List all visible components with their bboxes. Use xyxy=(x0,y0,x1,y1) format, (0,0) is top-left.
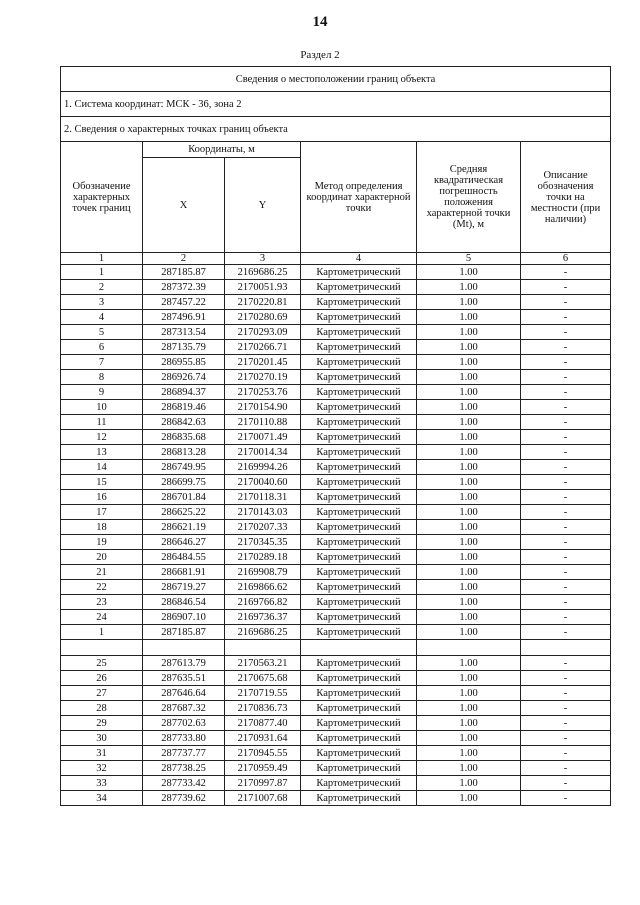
x-coordinate-cell: 287135.79 xyxy=(143,340,225,355)
y-coordinate-cell: 2170201.45 xyxy=(225,355,301,370)
table-row xyxy=(61,400,611,415)
y-coordinate-cell: 2170154.90 xyxy=(225,400,301,415)
description-cell: - xyxy=(521,430,611,445)
accuracy-cell: 1.00 xyxy=(417,580,521,595)
x-coordinate-cell: 287687.32 xyxy=(143,701,225,716)
point-id-cell: 12 xyxy=(61,430,143,445)
description-cell: - xyxy=(521,595,611,610)
point-id-cell: 9 xyxy=(61,385,143,400)
table-row xyxy=(61,761,611,776)
x-coordinate-cell: 287737.77 xyxy=(143,746,225,761)
point-id-cell: 15 xyxy=(61,475,143,490)
method-cell: Картометрический xyxy=(301,535,417,550)
accuracy-cell: 1.00 xyxy=(417,265,521,280)
table-row xyxy=(61,415,611,430)
description-cell: - xyxy=(521,610,611,625)
accuracy-cell: 1.00 xyxy=(417,535,521,550)
description-cell: - xyxy=(521,565,611,580)
accuracy-cell: 1.00 xyxy=(417,610,521,625)
description-cell: - xyxy=(521,445,611,460)
x-coordinate-cell: 286835.68 xyxy=(143,430,225,445)
y-coordinate-cell: 2169736.37 xyxy=(225,610,301,625)
method-cell: Картометрический xyxy=(301,280,417,295)
x-coordinate-cell: 287185.87 xyxy=(143,265,225,280)
method-cell: Картометрический xyxy=(301,610,417,625)
column-number: 2 xyxy=(143,253,225,265)
description-cell: - xyxy=(521,340,611,355)
accuracy-cell: 1.00 xyxy=(417,520,521,535)
y-coordinate-cell xyxy=(225,640,301,656)
x-coordinate-cell: 286701.84 xyxy=(143,490,225,505)
accuracy-cell: 1.00 xyxy=(417,430,521,445)
table-row xyxy=(61,355,611,370)
point-id-cell: 11 xyxy=(61,415,143,430)
description-cell: - xyxy=(521,520,611,535)
section-label: Раздел 2 xyxy=(300,49,340,61)
point-id-cell: 25 xyxy=(61,656,143,671)
column-number: 1 xyxy=(61,253,143,265)
x-coordinate-cell: 286484.55 xyxy=(143,550,225,565)
accuracy-cell: 1.00 xyxy=(417,716,521,731)
y-coordinate-cell: 2171007.68 xyxy=(225,791,301,806)
table-row xyxy=(61,731,611,746)
y-coordinate-cell: 2169994.26 xyxy=(225,460,301,475)
table-row xyxy=(61,686,611,701)
point-id-cell: 6 xyxy=(61,340,143,355)
x-coordinate-cell: 287496.91 xyxy=(143,310,225,325)
accuracy-cell: 1.00 xyxy=(417,776,521,791)
method-cell: Картометрический xyxy=(301,415,417,430)
accuracy-cell: 1.00 xyxy=(417,656,521,671)
description-cell: - xyxy=(521,761,611,776)
x-coordinate-cell: 287702.63 xyxy=(143,716,225,731)
method-cell: Картометрический xyxy=(301,340,417,355)
table-row xyxy=(61,595,611,610)
accuracy-cell: 1.00 xyxy=(417,671,521,686)
x-coordinate-cell: 286699.75 xyxy=(143,475,225,490)
table-row xyxy=(61,430,611,445)
y-coordinate-cell: 2170040.60 xyxy=(225,475,301,490)
table-row xyxy=(61,490,611,505)
table-row xyxy=(61,295,611,310)
method-cell: Картометрический xyxy=(301,475,417,490)
table-row xyxy=(61,475,611,490)
x-coordinate-cell: 287733.42 xyxy=(143,776,225,791)
accuracy-cell: 1.00 xyxy=(417,400,521,415)
table-row xyxy=(61,746,611,761)
description-cell xyxy=(521,640,611,656)
method-cell: Картометрический xyxy=(301,776,417,791)
y-coordinate-cell: 2170945.55 xyxy=(225,746,301,761)
header-method: Метод определения координат характерной точки xyxy=(301,142,417,253)
point-id-cell: 33 xyxy=(61,776,143,791)
y-coordinate-cell: 2170959.49 xyxy=(225,761,301,776)
method-cell: Картометрический xyxy=(301,265,417,280)
y-coordinate-cell: 2170110.88 xyxy=(225,415,301,430)
x-coordinate-cell: 286819.46 xyxy=(143,400,225,415)
description-cell: - xyxy=(521,671,611,686)
table-gap-row xyxy=(61,640,611,656)
description-cell: - xyxy=(521,400,611,415)
x-coordinate-cell: 286749.95 xyxy=(143,460,225,475)
point-id-cell: 3 xyxy=(61,295,143,310)
description-cell: - xyxy=(521,535,611,550)
y-coordinate-cell: 2170143.03 xyxy=(225,505,301,520)
x-coordinate-cell: 287185.87 xyxy=(143,625,225,640)
description-cell: - xyxy=(521,716,611,731)
method-cell: Картометрический xyxy=(301,325,417,340)
x-coordinate-cell: 287646.64 xyxy=(143,686,225,701)
accuracy-cell: 1.00 xyxy=(417,731,521,746)
accuracy-cell: 1.00 xyxy=(417,280,521,295)
method-cell: Картометрический xyxy=(301,565,417,580)
table-row xyxy=(61,625,611,640)
column-number: 6 xyxy=(521,253,611,265)
accuracy-cell: 1.00 xyxy=(417,490,521,505)
method-cell: Картометрический xyxy=(301,550,417,565)
x-coordinate-cell xyxy=(143,640,225,656)
y-coordinate-cell: 2170207.33 xyxy=(225,520,301,535)
method-cell: Картометрический xyxy=(301,310,417,325)
point-id-cell: 30 xyxy=(61,731,143,746)
description-cell: - xyxy=(521,415,611,430)
point-id-cell: 14 xyxy=(61,460,143,475)
y-coordinate-cell: 2170220.81 xyxy=(225,295,301,310)
y-coordinate-cell: 2170051.93 xyxy=(225,280,301,295)
accuracy-cell: 1.00 xyxy=(417,550,521,565)
method-cell: Картометрический xyxy=(301,385,417,400)
accuracy-cell: 1.00 xyxy=(417,295,521,310)
column-number-row xyxy=(61,253,611,265)
point-id-cell: 34 xyxy=(61,791,143,806)
method-cell: Картометрический xyxy=(301,505,417,520)
x-coordinate-cell: 286681.91 xyxy=(143,565,225,580)
point-id-cell: 27 xyxy=(61,686,143,701)
table-row xyxy=(61,445,611,460)
point-id-cell: 32 xyxy=(61,761,143,776)
accuracy-cell: 1.00 xyxy=(417,415,521,430)
y-coordinate-cell: 2170931.64 xyxy=(225,731,301,746)
method-cell: Картометрический xyxy=(301,445,417,460)
x-coordinate-cell: 286846.54 xyxy=(143,595,225,610)
y-coordinate-cell: 2170997.87 xyxy=(225,776,301,791)
description-cell: - xyxy=(521,310,611,325)
point-id-cell: 29 xyxy=(61,716,143,731)
table-row xyxy=(61,505,611,520)
description-cell: - xyxy=(521,295,611,310)
method-cell: Картометрический xyxy=(301,625,417,640)
accuracy-cell: 1.00 xyxy=(417,325,521,340)
method-cell: Картометрический xyxy=(301,295,417,310)
description-cell: - xyxy=(521,625,611,640)
description-cell: - xyxy=(521,280,611,295)
description-cell: - xyxy=(521,791,611,806)
point-id-cell: 8 xyxy=(61,370,143,385)
accuracy-cell: 1.00 xyxy=(417,370,521,385)
x-coordinate-cell: 287635.51 xyxy=(143,671,225,686)
y-coordinate-cell: 2170877.40 xyxy=(225,716,301,731)
y-coordinate-cell: 2169908.79 xyxy=(225,565,301,580)
y-coordinate-cell: 2170289.18 xyxy=(225,550,301,565)
x-coordinate-cell: 286719.27 xyxy=(143,580,225,595)
y-coordinate-cell: 2170280.69 xyxy=(225,310,301,325)
method-cell: Картометрический xyxy=(301,671,417,686)
description-cell: - xyxy=(521,265,611,280)
table-row xyxy=(61,791,611,806)
accuracy-cell: 1.00 xyxy=(417,791,521,806)
method-cell: Картометрический xyxy=(301,686,417,701)
header-accuracy: Средняя квадратическая погрешность положения характерной точки (Mt), м xyxy=(417,142,521,253)
point-id-cell: 7 xyxy=(61,355,143,370)
method-cell xyxy=(301,640,417,656)
table-row xyxy=(61,701,611,716)
method-cell: Картометрический xyxy=(301,746,417,761)
table-row xyxy=(61,565,611,580)
description-cell: - xyxy=(521,746,611,761)
method-cell: Картометрический xyxy=(301,731,417,746)
y-coordinate-cell: 2170118.31 xyxy=(225,490,301,505)
table-row xyxy=(61,520,611,535)
accuracy-cell xyxy=(417,640,521,656)
method-cell: Картометрический xyxy=(301,761,417,776)
table-row xyxy=(61,610,611,625)
point-id-cell: 5 xyxy=(61,325,143,340)
accuracy-cell: 1.00 xyxy=(417,385,521,400)
y-coordinate-cell: 2170719.55 xyxy=(225,686,301,701)
description-cell: - xyxy=(521,776,611,791)
y-coordinate-cell: 2170014.34 xyxy=(225,445,301,460)
table-row xyxy=(61,340,611,355)
description-cell: - xyxy=(521,701,611,716)
x-coordinate-cell: 286955.85 xyxy=(143,355,225,370)
description-cell: - xyxy=(521,370,611,385)
header-x: X xyxy=(143,158,225,253)
table-row xyxy=(61,550,611,565)
y-coordinate-cell: 2170270.19 xyxy=(225,370,301,385)
accuracy-cell: 1.00 xyxy=(417,595,521,610)
x-coordinate-cell: 287733.80 xyxy=(143,731,225,746)
point-id-cell: 23 xyxy=(61,595,143,610)
table-row xyxy=(61,716,611,731)
x-coordinate-cell: 286625.22 xyxy=(143,505,225,520)
description-cell: - xyxy=(521,656,611,671)
method-cell: Картометрический xyxy=(301,520,417,535)
y-coordinate-cell: 2170071.49 xyxy=(225,430,301,445)
description-cell: - xyxy=(521,550,611,565)
x-coordinate-cell: 286907.10 xyxy=(143,610,225,625)
point-id-cell: 1 xyxy=(61,625,143,640)
method-cell: Картометрический xyxy=(301,701,417,716)
x-coordinate-cell: 287313.54 xyxy=(143,325,225,340)
header-y: Y xyxy=(225,158,301,253)
y-coordinate-cell: 2170675.68 xyxy=(225,671,301,686)
table-row xyxy=(61,460,611,475)
description-cell: - xyxy=(521,385,611,400)
description-cell: - xyxy=(521,475,611,490)
boundary-points-table xyxy=(60,66,611,806)
y-coordinate-cell: 2170253.76 xyxy=(225,385,301,400)
x-coordinate-cell: 287457.22 xyxy=(143,295,225,310)
accuracy-cell: 1.00 xyxy=(417,625,521,640)
description-cell: - xyxy=(521,686,611,701)
x-coordinate-cell: 287738.25 xyxy=(143,761,225,776)
point-id-cell: 10 xyxy=(61,400,143,415)
table-row xyxy=(61,280,611,295)
point-id-cell xyxy=(61,640,143,656)
point-id-cell: 24 xyxy=(61,610,143,625)
accuracy-cell: 1.00 xyxy=(417,310,521,325)
accuracy-cell: 1.00 xyxy=(417,475,521,490)
y-coordinate-cell: 2170563.21 xyxy=(225,656,301,671)
accuracy-cell: 1.00 xyxy=(417,746,521,761)
accuracy-cell: 1.00 xyxy=(417,565,521,580)
header-description: Описание обозначения точки на местности (при наличии) xyxy=(521,142,611,253)
accuracy-cell: 1.00 xyxy=(417,505,521,520)
accuracy-cell: 1.00 xyxy=(417,460,521,475)
accuracy-cell: 1.00 xyxy=(417,686,521,701)
accuracy-cell: 1.00 xyxy=(417,355,521,370)
column-number: 3 xyxy=(225,253,301,265)
accuracy-cell: 1.00 xyxy=(417,701,521,716)
x-coordinate-cell: 287613.79 xyxy=(143,656,225,671)
point-id-cell: 19 xyxy=(61,535,143,550)
y-coordinate-cell: 2170293.09 xyxy=(225,325,301,340)
table-title: Сведения о местоположении границ объекта xyxy=(61,67,611,92)
point-id-cell: 17 xyxy=(61,505,143,520)
table-row xyxy=(61,580,611,595)
accuracy-cell: 1.00 xyxy=(417,445,521,460)
point-id-cell: 1 xyxy=(61,265,143,280)
table-row xyxy=(61,325,611,340)
method-cell: Картометрический xyxy=(301,656,417,671)
points-heading: 2. Сведения о характерных точках границ объекта xyxy=(61,117,611,142)
table-row xyxy=(61,265,611,280)
x-coordinate-cell: 286894.37 xyxy=(143,385,225,400)
point-id-cell: 31 xyxy=(61,746,143,761)
y-coordinate-cell: 2169686.25 xyxy=(225,625,301,640)
point-id-cell: 28 xyxy=(61,701,143,716)
y-coordinate-cell: 2169766.82 xyxy=(225,595,301,610)
point-id-cell: 13 xyxy=(61,445,143,460)
point-id-cell: 22 xyxy=(61,580,143,595)
coordinate-system: 1. Система координат: МСК - 36, зона 2 xyxy=(61,92,611,117)
header-designation: Обозначение характерных точек границ xyxy=(61,142,143,253)
description-cell: - xyxy=(521,505,611,520)
table-row xyxy=(61,310,611,325)
y-coordinate-cell: 2170266.71 xyxy=(225,340,301,355)
table-row xyxy=(61,370,611,385)
point-id-cell: 21 xyxy=(61,565,143,580)
point-id-cell: 18 xyxy=(61,520,143,535)
x-coordinate-cell: 286842.63 xyxy=(143,415,225,430)
point-id-cell: 26 xyxy=(61,671,143,686)
description-cell: - xyxy=(521,580,611,595)
table-row xyxy=(61,535,611,550)
table-row xyxy=(61,385,611,400)
method-cell: Картометрический xyxy=(301,716,417,731)
description-cell: - xyxy=(521,325,611,340)
x-coordinate-cell: 286813.28 xyxy=(143,445,225,460)
x-coordinate-cell: 287739.62 xyxy=(143,791,225,806)
accuracy-cell: 1.00 xyxy=(417,340,521,355)
x-coordinate-cell: 287372.39 xyxy=(143,280,225,295)
method-cell: Картометрический xyxy=(301,580,417,595)
y-coordinate-cell: 2169686.25 xyxy=(225,265,301,280)
x-coordinate-cell: 286646.27 xyxy=(143,535,225,550)
point-id-cell: 4 xyxy=(61,310,143,325)
table-row xyxy=(61,671,611,686)
method-cell: Картометрический xyxy=(301,490,417,505)
point-id-cell: 2 xyxy=(61,280,143,295)
x-coordinate-cell: 286621.19 xyxy=(143,520,225,535)
method-cell: Картометрический xyxy=(301,595,417,610)
page-number: 14 xyxy=(312,14,328,30)
method-cell: Картометрический xyxy=(301,370,417,385)
x-coordinate-cell: 286926.74 xyxy=(143,370,225,385)
y-coordinate-cell: 2170836.73 xyxy=(225,701,301,716)
table-row xyxy=(61,656,611,671)
column-number: 5 xyxy=(417,253,521,265)
point-id-cell: 20 xyxy=(61,550,143,565)
y-coordinate-cell: 2170345.35 xyxy=(225,535,301,550)
description-cell: - xyxy=(521,460,611,475)
method-cell: Картометрический xyxy=(301,430,417,445)
y-coordinate-cell: 2169866.62 xyxy=(225,580,301,595)
column-number: 4 xyxy=(301,253,417,265)
accuracy-cell: 1.00 xyxy=(417,761,521,776)
method-cell: Картометрический xyxy=(301,791,417,806)
point-id-cell: 16 xyxy=(61,490,143,505)
description-cell: - xyxy=(521,490,611,505)
table-row xyxy=(61,776,611,791)
description-cell: - xyxy=(521,731,611,746)
method-cell: Картометрический xyxy=(301,400,417,415)
method-cell: Картометрический xyxy=(301,460,417,475)
description-cell: - xyxy=(521,355,611,370)
method-cell: Картометрический xyxy=(301,355,417,370)
header-coordinates: Координаты, м xyxy=(143,142,301,158)
